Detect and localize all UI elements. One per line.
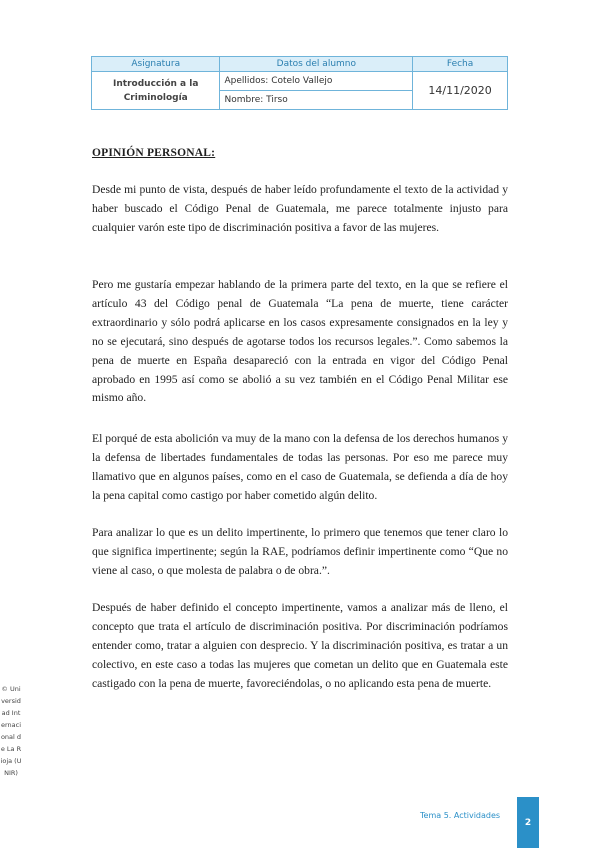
data-row-surnames <box>92 72 508 91</box>
page-number: 2 <box>517 797 539 848</box>
date-column-header: Fecha <box>413 57 508 72</box>
subject-line-1: Introducción a la <box>113 78 199 89</box>
header-table <box>91 56 508 110</box>
copyright-notice: © Universidad Internacional de La Rioja (UNIR) <box>0 685 22 777</box>
footer-topic: Tema 5. Actividades <box>420 811 501 820</box>
paragraph-2: Pero me gustaría empezar hablando de la primera parte del texto, en la que se refiere el artículo 43 del Código penal de Guatemala “La pena de muerte, tiene carácter extraordinario y sólo podrá aplicarse en los casos expresamente consignados en la ley y no se ejecutará, sino después de agotarse todos los recursos legales.”. Como sabemos la pena de muerte en España desapareció con la entrada en vigor del Código Penal aprobado en 1995 así como se abolió a su vez también en el Código Penal Militar ese mismo año. <box>92 278 508 405</box>
paragraph-1: Desde mi punto de vista, después de haber leído profundamente el texto de la actividad y haber buscado el Código Penal de Guatemala, me parece totalmente injusto para cualquier varón este tipo de discriminación positiva a favor de las mujeres. <box>92 183 508 234</box>
subject-column-header: Asignatura <box>92 57 220 72</box>
subject-line-2: Criminología <box>123 92 188 103</box>
section-title: OPINIÓN PERSONAL: <box>92 147 216 159</box>
paragraph-4: Para analizar lo que es un delito impertinente, lo primero que tenemos que tener claro lo que significa impertinente; según la RAE, podríamos definir impertinente como “Que no viene al caso, o que molesta de palabra o de obra.”. <box>92 526 508 577</box>
paragraph-5: Después de haber definido el concepto impertinente, vamos a analizar más de lleno, el concepto que trata el artículo de discriminación positiva. Por discriminación podríamos entender como, tratar a alguien con desprecio. Y la discriminación positiva, es tratar a un colectivo, en este caso a todas las mujeres que cometan un delito que en Guatemala este castigado con la pena de muerte, favoreciéndolas, o no aplicando esta pena de muerte. <box>92 601 508 690</box>
header-row <box>92 57 508 72</box>
surnames-cell: Apellidos: Cotelo Vallejo <box>220 72 413 91</box>
paragraph-3: El porqué de esta abolición va muy de la mano con la defensa de los derechos humanos y la defensa de libertades fundamentales de todas las personas. Por eso me parece muy llamativo que en algunos países, como en el caso de Guatemala, se defienda a día de hoy la pena capital como castigo por haber cometido algún delito. <box>92 432 508 502</box>
date-cell: 14/11/2020 <box>413 72 508 110</box>
subject-cell <box>92 72 220 110</box>
student-column-header: Datos del alumno <box>220 57 413 72</box>
name-cell: Nombre: Tirso <box>220 91 413 110</box>
